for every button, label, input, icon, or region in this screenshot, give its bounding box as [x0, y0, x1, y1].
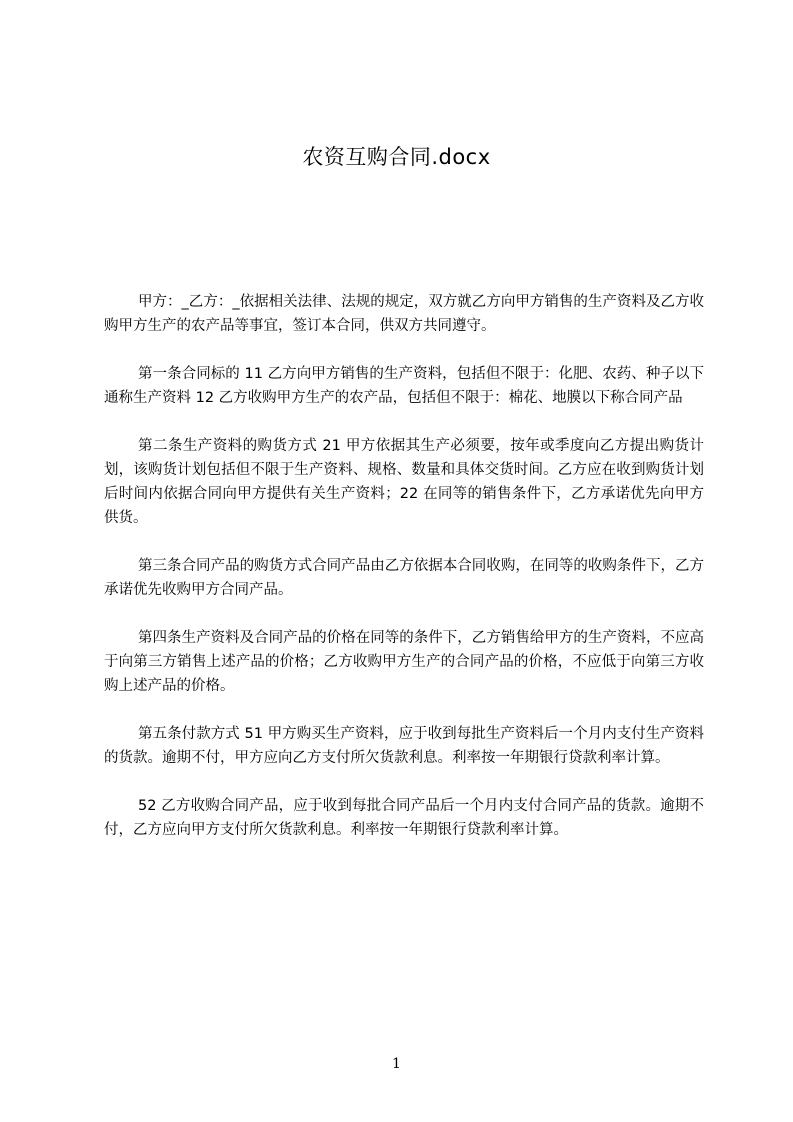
paragraph-parties: 甲方：_乙方：_依据相关法律、法规的规定，双方就乙方向甲方销售的生产资料及乙方收购甲方生产的农产品等事宜，签订本合同，供双方共同遵守。 — [104, 294, 704, 334]
paragraph-article-3: 第三条合同产品的购货方式合同产品由乙方依据本合同收购，在同等的收购条件下，乙方承诺优先收购甲方合同产品。 — [104, 558, 704, 598]
paragraph-article-4: 第四条生产资料及合同产品的价格在同等的条件下，乙方销售给甲方的生产资料，不应高于向第三方销售上述产品的价格；乙方收购甲方生产的合同产品的价格，不应低于向第三方收购上述产品的价格。 — [104, 630, 704, 694]
paragraph-article-5: 第五条付款方式 51 甲方购买生产资料，应于收到每批生产资料后一个月内支付生产资料的货款。逾期不付，甲方应向乙方支付所欠货款利息。利率按一年期银行贷款利率计算。 — [104, 726, 704, 766]
page-number: 1 — [392, 1056, 401, 1072]
paragraph-article-5-2: 52 乙方收购合同产品，应于收到每批合同产品后一个月内支付合同产品的货款。逾期不付，乙方应向甲方支付所欠货款利息。利率按一年期银行贷款利率计算。 — [104, 798, 704, 838]
document-title: 农资互购合同.docx — [302, 145, 491, 169]
paragraph-article-1: 第一条合同标的 11 乙方向甲方销售的生产资料，包括但不限于：化肥、农药、种子以下通称生产资料 12 乙方收购甲方生产的农产品，包括但不限于：棉花、地膜以下称合同产品 — [104, 366, 704, 406]
document-body — [104, 290, 704, 866]
paragraph-article-2: 第二条生产资料的购货方式 21 甲方依据其生产必须要，按年或季度向乙方提出购货计划，该购货计划包括但不限于生产资料、规格、数量和具体交货时间。乙方应在收到购货计划后时间内依据合同向甲方提供有关生产资料；22 在同等的销售条件下，乙方承诺优先向甲方供货。 — [104, 438, 704, 526]
